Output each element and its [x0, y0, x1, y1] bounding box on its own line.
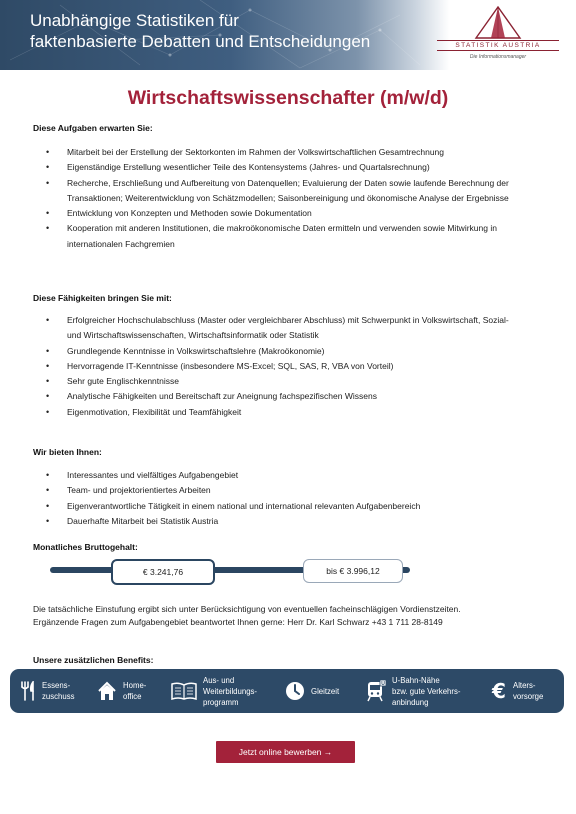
- job-title: Wirtschaftswissenschafter (m/w/d): [127, 87, 449, 109]
- list-item: • Dauerhafte Mitarbeit bei Statistik Austria: [33, 514, 523, 529]
- benefit-label: Aus- und Weiterbildungs- programm: [203, 675, 258, 707]
- benefit-label: U-Bahn-Nähe bzw. gute Verkehrs- anbindung: [392, 675, 461, 707]
- list-item: • Analytische Fähigkeiten und Bereitschaft zur Aneignung fachspezifischen Wissens: [33, 389, 523, 404]
- benefit-food: [19, 669, 75, 713]
- header-tagline: [30, 10, 370, 52]
- list-item: • Mitarbeit bei der Erstellung der Sektorkonten im Rahmen der Volkswirtschaftlichen Gesamtrechnung: [33, 145, 523, 160]
- list-item: • Sehr gute Englischkenntnisse: [33, 374, 523, 389]
- list-item: • Interessantes und vielfältiges Aufgabengebiet: [33, 468, 523, 483]
- euro-icon: [491, 681, 507, 701]
- benefit-flextime: [285, 669, 339, 713]
- book-icon: [171, 682, 197, 700]
- salary-heading: Monatliches Bruttogehalt:: [33, 542, 138, 552]
- benefit-label: Essens- zuschuss: [42, 681, 75, 701]
- tasks-list: [33, 145, 523, 252]
- list-item: • Grundlegende Kenntnisse in Volkswirtschaftslehre (Makroökonomie): [33, 344, 523, 359]
- list-item: • Team- und projektorientiertes Arbeiten: [33, 483, 523, 498]
- offer-list: [33, 468, 523, 529]
- clock-icon: [285, 681, 305, 701]
- list-item: • Hervorragende IT-Kenntnisse (insbesondere MS-Excel; SQL, SAS, R, VBA von Vorteil): [33, 359, 523, 374]
- benefit-label: Gleitzeit: [311, 686, 340, 696]
- logo-triangle-icon: [473, 6, 523, 39]
- list-item: • Recherche, Erschließung und Aufbereitung von Datenquellen; Evaluierung der Daten sowie laufende Berechnung der Transaktionen; Weiterentwicklung von Schätzmodellen; Saisonbereinigung und ökonomische Analyse der Ergebnisse: [33, 176, 523, 207]
- notes-line-1: Die tatsächliche Einstufung ergibt sich unter Berücksichtigung von eventuellen facheinschlägigen Vordienstzeiten.: [33, 604, 461, 614]
- list-item: • Kooperation mit anderen Institutionen, die makroökonomische Daten ermitteln und verwenden sowie Mitwirkung in internationalen Fachgremien: [33, 221, 523, 252]
- apply-online-button[interactable]: Jetzt online bewerben →: [216, 741, 355, 763]
- offer-heading: Wir bieten Ihnen:: [33, 447, 102, 457]
- list-item: • Entwicklung von Konzepten und Methoden sowie Dokumentation: [33, 206, 523, 221]
- tasks-heading: Diese Aufgaben erwarten Sie:: [33, 123, 153, 133]
- benefit-label: Alters- vorsorge: [513, 681, 544, 701]
- benefits-heading: Unsere zusätzlichen Benefits:: [33, 655, 154, 665]
- statistik-austria-logo: [437, 6, 559, 64]
- benefit-training: [171, 669, 257, 713]
- benefit-home: [97, 669, 146, 713]
- notes: [33, 603, 553, 629]
- benefits-bar: [10, 669, 564, 713]
- benefit-pension: [491, 669, 543, 713]
- list-item: • Eigenständige Erstellung wesentlicher Teile des Kontensystems (Jahres- und Quartalsrechnung): [33, 160, 523, 175]
- list-item: • Eigenverantwortliche Tätigkeit in einem national und international relevanten Aufgabenbereich: [33, 499, 523, 514]
- subway-icon: [366, 680, 386, 702]
- home-icon: [97, 681, 117, 701]
- notes-line-2: Ergänzende Fragen zum Aufgabengebiet beantwortet Ihnen gerne: Herr Dr. Karl Schwarz +43 1 711 28-8149: [33, 617, 443, 627]
- salary-min: € 3.241,76: [111, 559, 215, 585]
- list-item: • Erfolgreicher Hochschulabschluss (Master oder vergleichbarer Abschluss) mit Schwerpunkt in Volkswirtschaft, Sozial- und Wirtschaftswissenschaften, Wirtschaftsinformatik oder Statistik: [33, 313, 523, 344]
- logo-name: STATISTIK AUSTRIA: [437, 40, 559, 51]
- logo-tagline: Die Informationsmanager: [469, 54, 527, 60]
- header-banner: [0, 0, 576, 70]
- svg-text:€: €: [492, 681, 506, 701]
- benefit-transport: [366, 669, 460, 713]
- salary-max: bis € 3.996,12: [303, 559, 403, 583]
- skills-heading: Diese Fähigkeiten bringen Sie mit:: [33, 293, 172, 303]
- benefit-label: Home- office: [123, 681, 147, 701]
- list-item: • Eigenmotivation, Flexibilität und Teamfähigkeit: [33, 405, 523, 420]
- skills-list: [33, 313, 523, 420]
- header-tagline-line-1: Unabhängige Statistiken für: [30, 11, 239, 30]
- svg-text:U: U: [381, 681, 385, 687]
- food-icon: [19, 681, 36, 701]
- header-tagline-line-2: faktenbasierte Debatten und Entscheidungen: [30, 32, 371, 51]
